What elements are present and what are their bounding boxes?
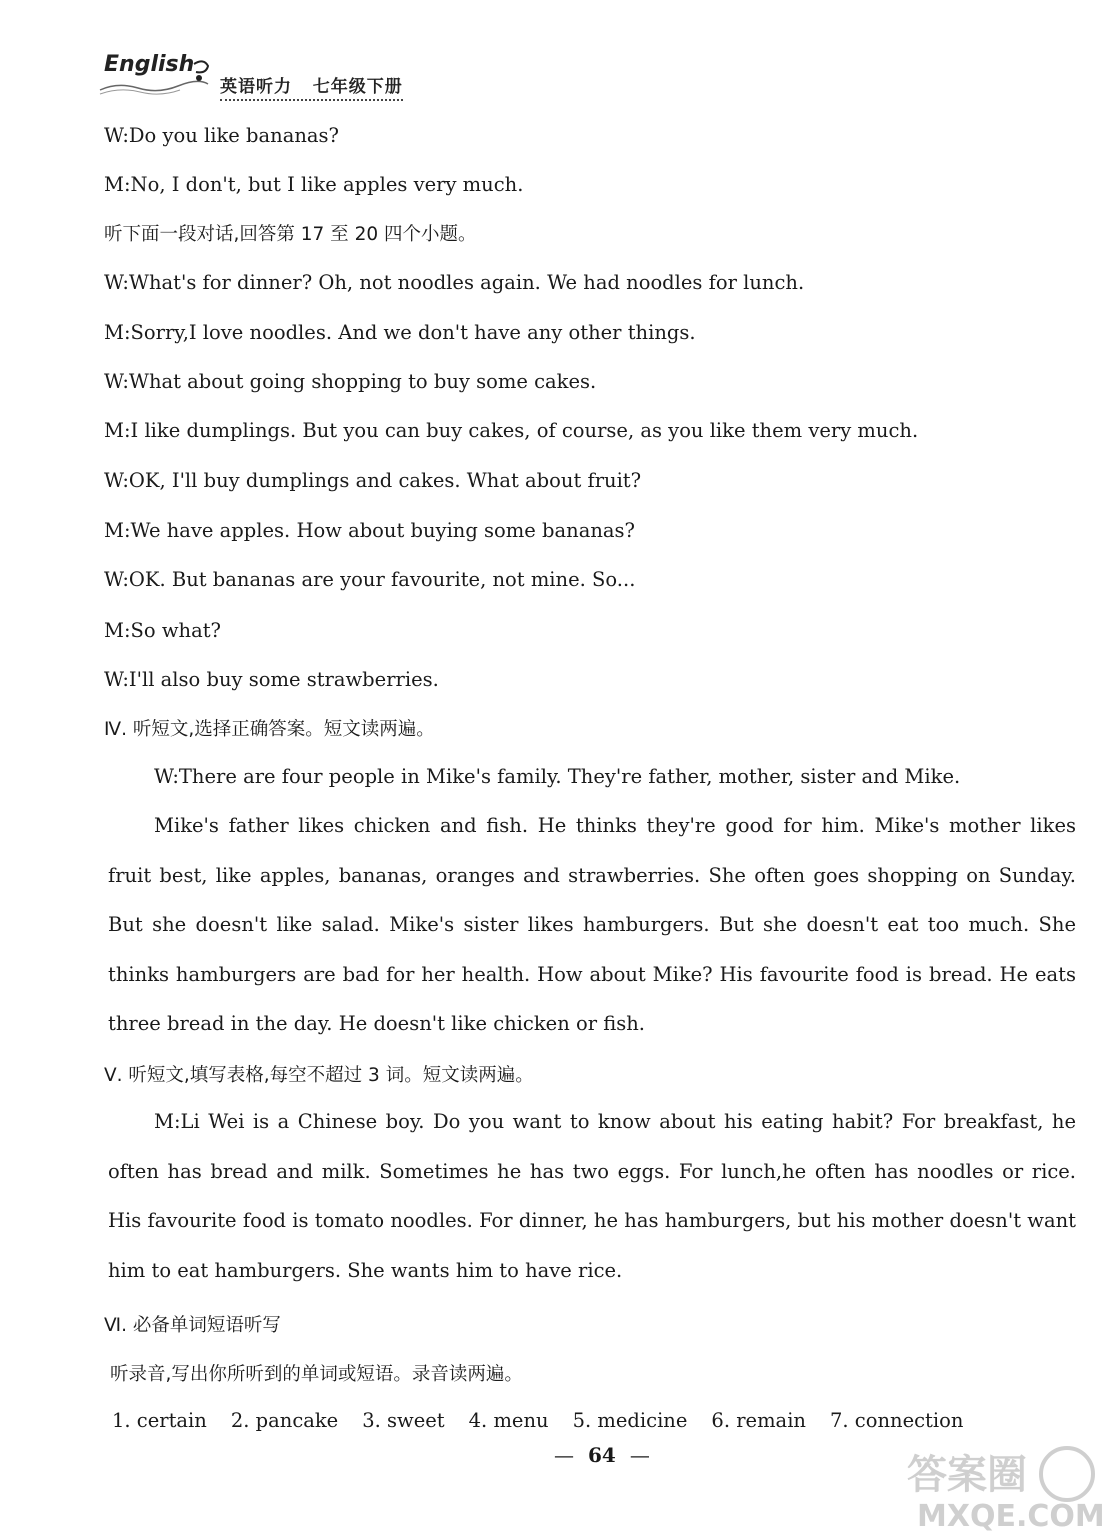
section-4-heading: Ⅳ. 听短文,选择正确答案。短文读两遍。 [104, 719, 435, 740]
section-6-heading: Ⅵ. 必备单词短语听写 [104, 1315, 281, 1336]
page-number: — 64 — [554, 1443, 650, 1467]
word-list [112, 1408, 963, 1434]
dialogue-line: M:We have apples. How about buying some bananas? [104, 519, 635, 542]
section-6-instruction: 听录音,写出你所听到的单词或短语。录音读两遍。 [110, 1364, 523, 1385]
dialogue-line: W:OK, I'll buy dumplings and cakes. What about fruit? [104, 469, 642, 492]
word-item: 1. certain [112, 1409, 207, 1432]
dialogue-line: M:No, I don't, but I like apples very much. [104, 173, 524, 196]
dialogue-line: W:Do you like bananas? [104, 124, 339, 147]
word-item: 3. sweet [362, 1409, 445, 1432]
word-item: 2. pancake [230, 1409, 339, 1432]
svg-text:MXQE.COM: MXQE.COM [917, 1499, 1105, 1532]
section-4-first-line: W:There are four people in Mike's family. They're father, mother, sister and Mike. [154, 765, 961, 788]
section-5-heading: Ⅴ. 听短文,填写表格,每空不超过 3 词。短文读两遍。 [104, 1065, 534, 1086]
dialogue-line: M:So what? [104, 619, 221, 642]
header-title: 英语听力 七年级下册 [220, 72, 403, 101]
page-header [98, 52, 458, 104]
word-item: 6. remain [711, 1409, 806, 1432]
dialogue-line: W:OK. But bananas are your favourite, not mine. So... [104, 568, 636, 591]
dialogue-line: W:I'll also buy some strawberries. [104, 668, 439, 691]
word-item: 5. medicine [572, 1409, 688, 1432]
word-item: 4. menu [468, 1409, 549, 1432]
dialogue-line: W:What about going shopping to buy some cakes. [104, 370, 597, 393]
page-number-value: 64 [588, 1443, 616, 1467]
watermark-logo [897, 1442, 1107, 1532]
section-5-paragraph: M:Li Wei is a Chinese boy. Do you want to know about his eating habit? For breakfast, he often has bread and milk. Sometimes he has two eggs. For lunch,he often has noodles or rice. His favourite food is tomato noodles. For dinner, he has hamburgers, but his mother doesn't want him to eat hamburgers. She wants him to have rice. [108, 1110, 1076, 1282]
dialogue-line: M:I like dumplings. But you can buy cakes, of course, as you like them very much. [104, 419, 919, 442]
word-item: 7. connection [829, 1409, 964, 1432]
instruction-17-20: 听下面一段对话,回答第 17 至 20 四个小题。 [104, 224, 477, 245]
logo-text: English [104, 52, 195, 77]
svg-text:答案圈: 答案圈 [907, 1452, 1027, 1498]
section-4-paragraph: Mike's father likes chicken and fish. He thinks they're good for him. Mike's mother likes fruit best, like apples, bananas, oranges and strawberries. She often goes shopping on Sunday. But she doesn't like salad. Mike's sister likes hamburgers. But she doesn't eat too much. She thinks hamburgers are bad for her health. How about Mike? His favourite food is bread. He eats three bread in the day. He doesn't like chicken or fish. [108, 814, 1076, 1035]
dialogue-line: M:Sorry,I love noodles. And we don't have any other things. [104, 321, 696, 344]
dialogue-line: W:What's for dinner? Oh, not noodles again. We had noodles for lunch. [104, 271, 805, 294]
